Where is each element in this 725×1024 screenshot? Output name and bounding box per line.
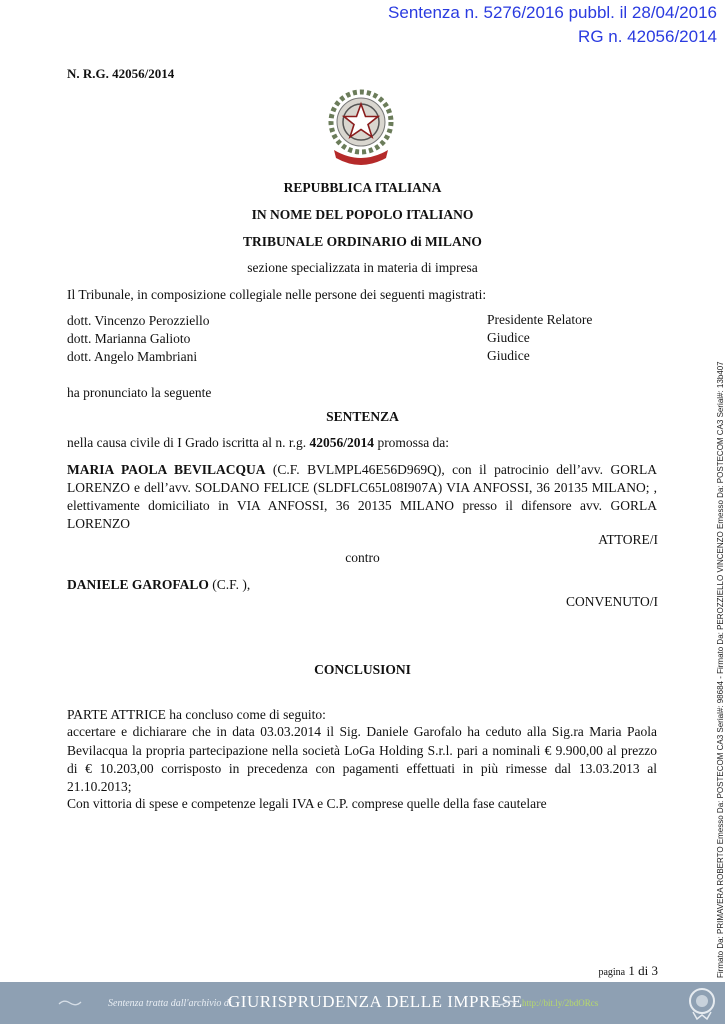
causa-suffix: promossa da: [374,435,450,450]
bullet-item [67,795,657,814]
heading-nome: IN NOME DEL POPOLO ITALIANO [251,207,474,222]
judge-role: Giudice [487,348,530,363]
causa-number: 42056/2014 [309,435,375,450]
footer-link[interactable]: http://bit.ly/2bdORcs [522,998,599,1008]
rg-number: N. R.G. 42056/2014 [67,66,175,81]
bullet-text: accertare e dichiarare che in data 03.03.2014 il Sig. Daniele Garofalo ha ceduto alla Sig.ra Maria Paola Bevilacqua la propria partecipazione nella società LoGa Holding S.r.l. pari a nominali € 9.900,00 al prezzo di € 10.203,00 corrisposto in precedenza con pagamenti effettuati in più rimesse dal 13.03.2013 al 21.10.2013; [67,724,657,794]
sentence-stamp-line2: RG n. 42056/2014 [578,27,717,46]
causa-line [67,434,449,452]
sentence-stamp-line1: Sentenza n. 5276/2016 pubbl. il 28/04/2016 [388,3,717,22]
causa-prefix: nella causa civile di I Grado iscritta al n. r.g. [67,435,310,450]
intro-text: Il Tribunale, in composizione collegiale nelle persone dei seguenti magistrati: [67,287,487,302]
judge-role: Giudice [487,330,530,345]
conclusioni-title: CONCLUSIONI [314,662,411,677]
convenuto-role: CONVENUTO/I [566,594,658,609]
bullet-text: Con vittoria di spese e competenze legali IVA e C.P. comprese quelle della fase cautelare [67,796,547,811]
footer-archive-title: GIURISPRUDENZA DELLE IMPRESE [228,992,523,1011]
italian-republic-emblem-icon [326,84,396,170]
footer-swirl-icon [493,999,517,1007]
heading-tribunale: TRIBUNALE ORDINARIO di MILANO [243,234,482,249]
side-signature: Firmato Da: PRIMAVERA ROBERTO Emesso Da: POSTECOM CA3 Serial#: 98684 - Firmato Da: PEROZZIELLO VINCENZO Emesso Da: POSTECOM CA3 Serial#: 13b407 [716,361,725,978]
attore-paragraph [67,461,657,533]
judge-name: dott. Vincenzo Perozziello [67,313,210,328]
parte-attrice-text: PARTE ATTRICE ha concluso come di seguito: [67,707,326,722]
bullet-item [67,723,657,796]
page-current: 1 [628,963,635,978]
convenuto-line [67,576,250,594]
heading-sezione: sezione specializzata in materia di impresa [247,260,478,275]
attore-role: ATTORE/I [598,532,658,547]
convenuto-name: DANIELE GAROFALO [67,577,209,592]
page-label: pagina [598,967,626,978]
pronounced-text: ha pronunciato la seguente [67,385,212,400]
sentenza-title: SENTENZA [326,409,399,424]
footer-bar [0,982,725,1024]
contro-text: contro [345,550,380,565]
attore-name: MARIA PAOLA BEVILACQUA [67,462,266,477]
page-number [598,963,658,979]
judge-name: dott. Marianna Galioto [67,331,191,346]
judge-role: Presidente Relatore [487,312,593,327]
judge-name: dott. Angelo Mambriani [67,349,198,364]
footer-source-text: Sentenza tratta dall'archivio di [108,998,232,1009]
footer-swirl-icon [58,999,82,1007]
heading-republic: REPUBBLICA ITALIANA [283,180,442,195]
page-total: di 3 [638,963,658,978]
footer-seal-icon [687,986,717,1020]
convenuto-details: (C.F. ), [208,577,251,592]
attore-details: (C.F. BVLMPL46E56D969Q), con il patrocinio dell’avv. GORLA LORENZO e dell’avv. SOLDANO FELICE (SLDFLC65L08I907A) VIA ANFOSSI, 36 20135 MILANO; , elettivamente domiciliato in VIA ANFOSSI, 36 20135 MILANO presso il difensore avv. GORLA LORENZO [67,462,657,531]
